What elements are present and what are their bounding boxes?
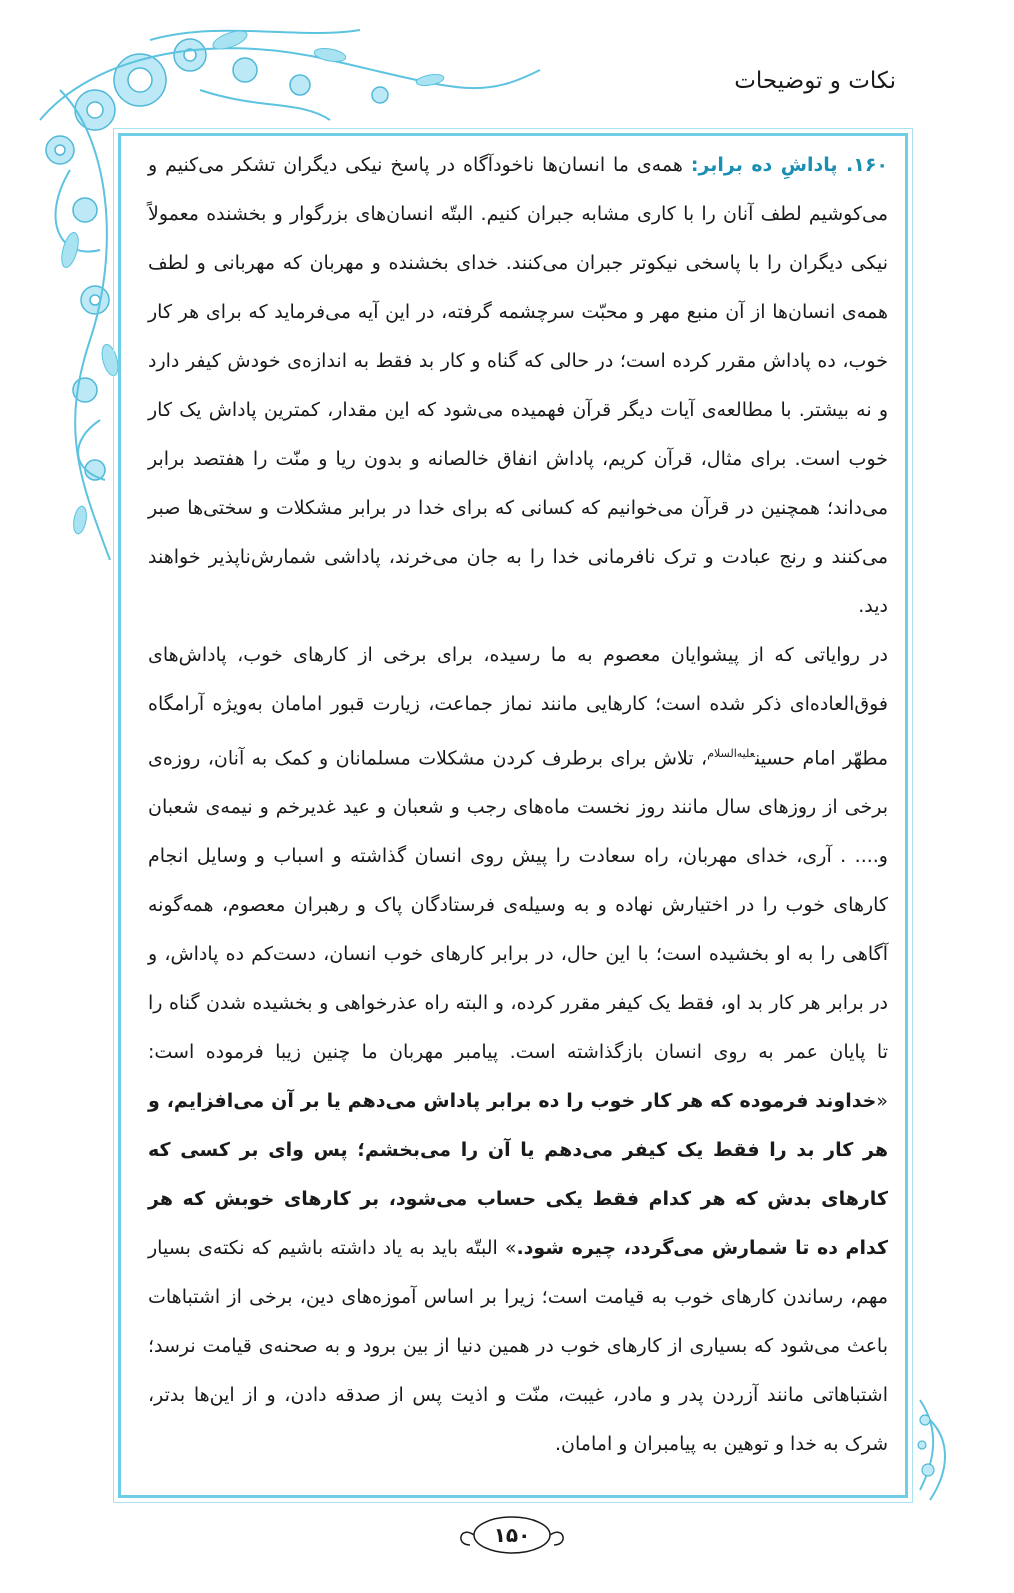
hadith-quote: خداوند فرموده که هر کار خوب را ده برابر پاداش می‌دهم یا بر آن می‌افزایم، و هر کار بد را فقط یک کیفر می‌دهم یا آن را می‌بخشم؛ پس وای بر کسی که کارهای بدش که هر کدام فقط یکی حساب می‌شود، بر کارهای خوبش که هر کدام ده تا شمارش می‌گردد، چیره شود. bbox=[148, 1090, 888, 1260]
paragraph-1 bbox=[148, 141, 888, 631]
page-number-badge bbox=[467, 1512, 557, 1558]
paragraph-2 bbox=[148, 631, 888, 1469]
paragraph-2-text-b: ، تلاش برای برطرف کردن مشکلات مسلمانان و کمک به آنان، روزه‌ی برخی از روزهای سال مانند روز نخست ماه‌های رجب و شعبان و عید غدیرخم و نیمه‌ی شعبان و.... . آری، خدای مهربان، راه سعادت را پیش روی انسان گذاشته و اسباب و وسایل انجام کارهای خوب را در اختیارش نهاده و به وسیله‌ی فرستادگان پاک و رهبران معصوم، همه‌گونه آگاهی را به او بخشیده است؛ با این حال، در برابر کارهای خوب انسان، دست‌کم ده پاداش، و در برابر هر کار بد او، فقط یک کیفر مقرر کرده، و البته راه عذرخواهی و بخشیده شدن گناه را تا پایان عمر به روی انسان بازگذاشته است. پیامبر مهربان ما چنین زیبا فرموده است: « bbox=[148, 747, 888, 1113]
paragraph-2-text-a: در روایاتی که از پیشوایان معصوم به ما رسیده، برای برخی از کارهای خوب، پاداش‌های فوق‌العاده‌ای ذکر شده است؛ کارهایی مانند نماز جماعت، زیارت قبور امامان به‌ویژه آرامگاه مطهّر امام حسین bbox=[148, 644, 888, 770]
paragraph-2-text-c: » البتّه باید به یاد داشته باشیم که نکته‌ی بسیار مهم، رساندن کارهای خوب به قیامت است؛ زیرا بر اساس آموزه‌های دین، برخی از اشتباهات باعث می‌شود که بسیاری از کارهای خوب در همین دنیا از بین برود و به صحنه‌ی قیامت نرسد؛ اشتباهاتی مانند آزردن پدر و مادر، غیبت، منّت و اذیت پس از صدقه دادن، و از این‌ها بدتر، شرک به خدا و توهین به پیامبران و امامان. bbox=[148, 1237, 888, 1456]
main-text bbox=[148, 141, 888, 1469]
page-number: ۱۵۰ bbox=[493, 1523, 531, 1547]
paragraph-1-text: همه‌ی ما انسان‌ها ناخودآگاه در پاسخ نیکی دیگران تشکر می‌کنیم و می‌کوشیم لطف آنان را با کاری مشابه جبران کنیم. البتّه انسان‌های بزرگوار و بخشنده معمولاً نیکی دیگران را با پاسخی نیکوتر جبران می‌کنند. خدای بخشنده و مهربان که مهربانی و لطف همه‌ی انسان‌ها از آن منبع مهر و محبّت سرچشمه گرفته، در این آیه می‌فرماید که برای هر کار خوب، ده پاداش مقرر کرده است؛ در حالی که گناه و کار بد فقط به اندازه‌ی خودش کیفر دارد و نه بیشتر. با مطالعه‌ی آیات دیگر قرآن فهمیده می‌شود که این مقدار، کمترین پاداش یک کار خوب است. برای مثال، قرآن کریم، پاداش انفاق خالصانه و بدون ریا و منّت را هفتصد برابر می‌داند؛ همچنین در قرآن می‌خوانیم که کسانی که برای خدا در برابر مشکلات و سختی‌ها صبر می‌کنند و رنج عبادت و ترک نافرمانی خدا را به جان می‌خرند، پاداشی شمارش‌ناپذیر خواهند دید. bbox=[148, 154, 888, 617]
honorific-glyph: عليه‌السلام bbox=[707, 747, 755, 760]
section-heading: ۱۶۰. پاداشِ ده برابر: bbox=[690, 154, 889, 176]
section-header-title: نکات و توضیحات bbox=[734, 68, 896, 94]
